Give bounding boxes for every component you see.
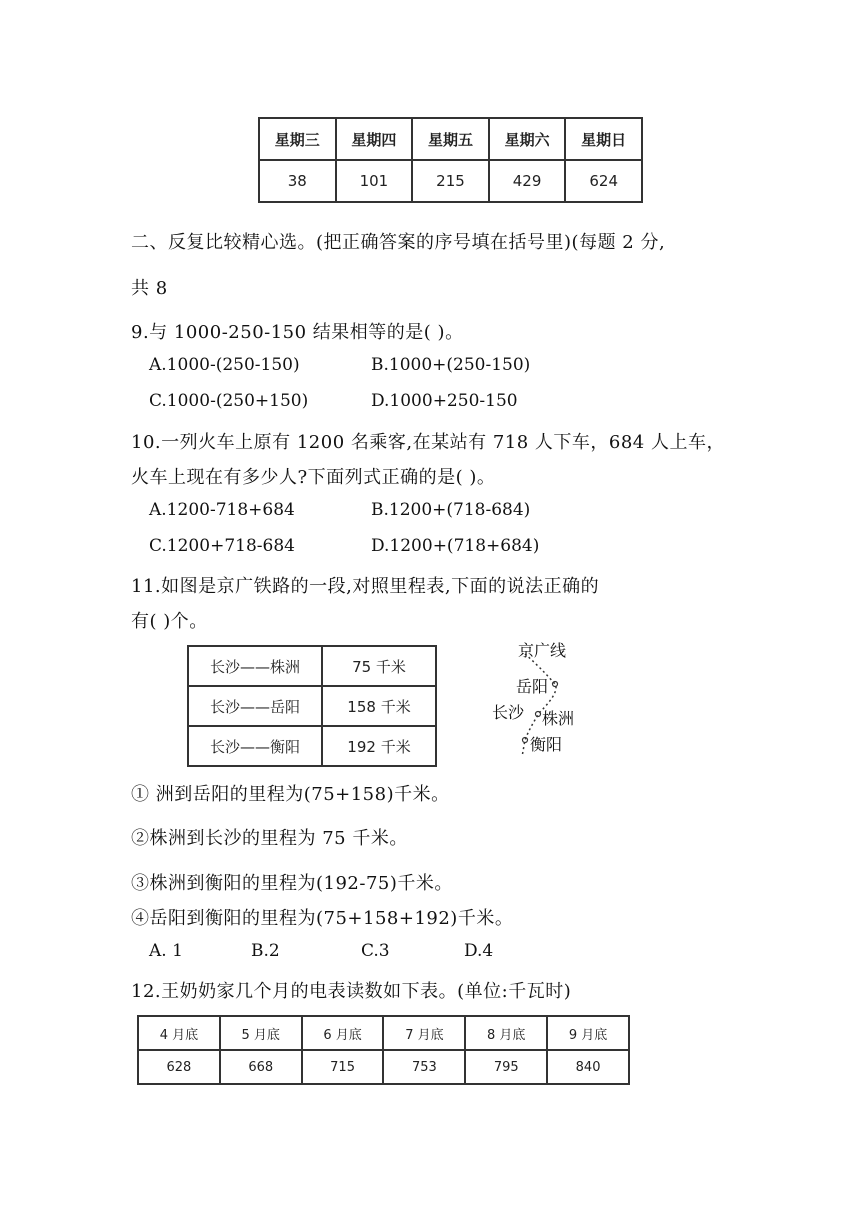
table-header-row [259,118,642,160]
railway-map [480,632,600,762]
q11-statement-3: ③株洲到衡阳的里程为(192-75)千米。 [131,873,453,894]
q9-option-c: C.1000-(250+150) [149,391,309,411]
table-cell: 长沙——株洲 [188,646,322,686]
question-12-stem: 12.王奶奶家几个月的电表读数如下表。(单位:千瓦时) [131,981,572,1002]
table-cell: 715 [302,1050,384,1084]
table-cell: 628 [138,1050,220,1084]
table-row [188,686,436,726]
table-header-cell: 星期四 [336,118,413,160]
question-10-stem-line2: 火车上现在有多少人?下面列式正确的是( )。 [131,467,496,488]
table-cell: 840 [547,1050,629,1084]
q11-option-c: C.3 [361,941,390,961]
table-header-cell: 5 月底 [220,1016,302,1050]
question-11-stem: 11.如图是京广铁路的一段,对照里程表,下面的说法正确的 [131,576,600,597]
q11-option-b: B.2 [251,941,280,961]
q9-option-d: D.1000+250-150 [371,391,518,411]
table-header-row [138,1016,629,1050]
question-9-stem: 9.与 1000-250-150 结果相等的是( )。 [131,322,464,343]
table-header-cell: 9 月底 [547,1016,629,1050]
q11-statement-1: ① 洲到岳阳的里程为(75+158)千米。 [131,784,450,805]
table-cell: 长沙——衡阳 [188,726,322,766]
question-11-stem-line2: 有( )个。 [131,611,208,632]
q10-option-d: D.1200+(718+684) [371,536,540,556]
q11-option-d: D.4 [464,941,494,961]
map-station-hengyang: 衡阳 [530,735,563,754]
table-header-cell: 4 月底 [138,1016,220,1050]
table-row [259,160,642,202]
q11-statement-2: ②株洲到长沙的里程为 75 千米。 [131,828,408,849]
table-cell: 101 [336,160,413,202]
map-line-name: 京广线 [518,641,567,660]
table-row [188,646,436,686]
table-cell: 158 千米 [322,686,436,726]
table-cell: 753 [383,1050,465,1084]
table-cell: 38 [259,160,336,202]
q9-option-a: A.1000-(250-150) [149,355,300,375]
map-station-zhuzhou: 株洲 [542,709,575,728]
table-cell: 192 千米 [322,726,436,766]
question-10-stem: 10.一列火车上原有 1200 名乘客,在某站有 718 人下车，684 人上车， [131,432,725,453]
q11-statement-4: ④岳阳到衡阳的里程为(75+158+192)千米。 [131,908,514,929]
table-row [138,1050,629,1084]
table-header-cell: 8 月底 [465,1016,547,1050]
table-header-cell: 星期五 [412,118,489,160]
table-cell: 215 [412,160,489,202]
q10-option-b: B.1200+(718-684) [371,500,531,520]
map-station-yueyang: 岳阳 [516,677,549,696]
weekday-table [258,117,643,203]
mileage-table [187,645,437,767]
table-cell: 668 [220,1050,302,1084]
table-cell: 75 千米 [322,646,436,686]
meter-reading-table [137,1015,630,1085]
table-header-cell: 星期六 [489,118,566,160]
q9-option-b: B.1000+(250-150) [371,355,531,375]
map-station-changsha: 长沙 [492,703,525,722]
table-header-cell: 7 月底 [383,1016,465,1050]
table-cell: 795 [465,1050,547,1084]
q10-option-c: C.1200+718-684 [149,536,295,556]
q10-option-a: A.1200-718+684 [149,500,295,520]
table-cell: 429 [489,160,566,202]
table-cell: 长沙——岳阳 [188,686,322,726]
q11-option-a: A. 1 [149,941,183,961]
table-header-cell: 6 月底 [302,1016,384,1050]
table-header-cell: 星期日 [565,118,642,160]
table-row [188,726,436,766]
section-title: 二、反复比较精心选。(把正确答案的序号填在括号里)(每题 2 分, [131,232,666,253]
table-cell: 624 [565,160,642,202]
section-title-continued: 共 8 [131,278,168,299]
table-header-cell: 星期三 [259,118,336,160]
